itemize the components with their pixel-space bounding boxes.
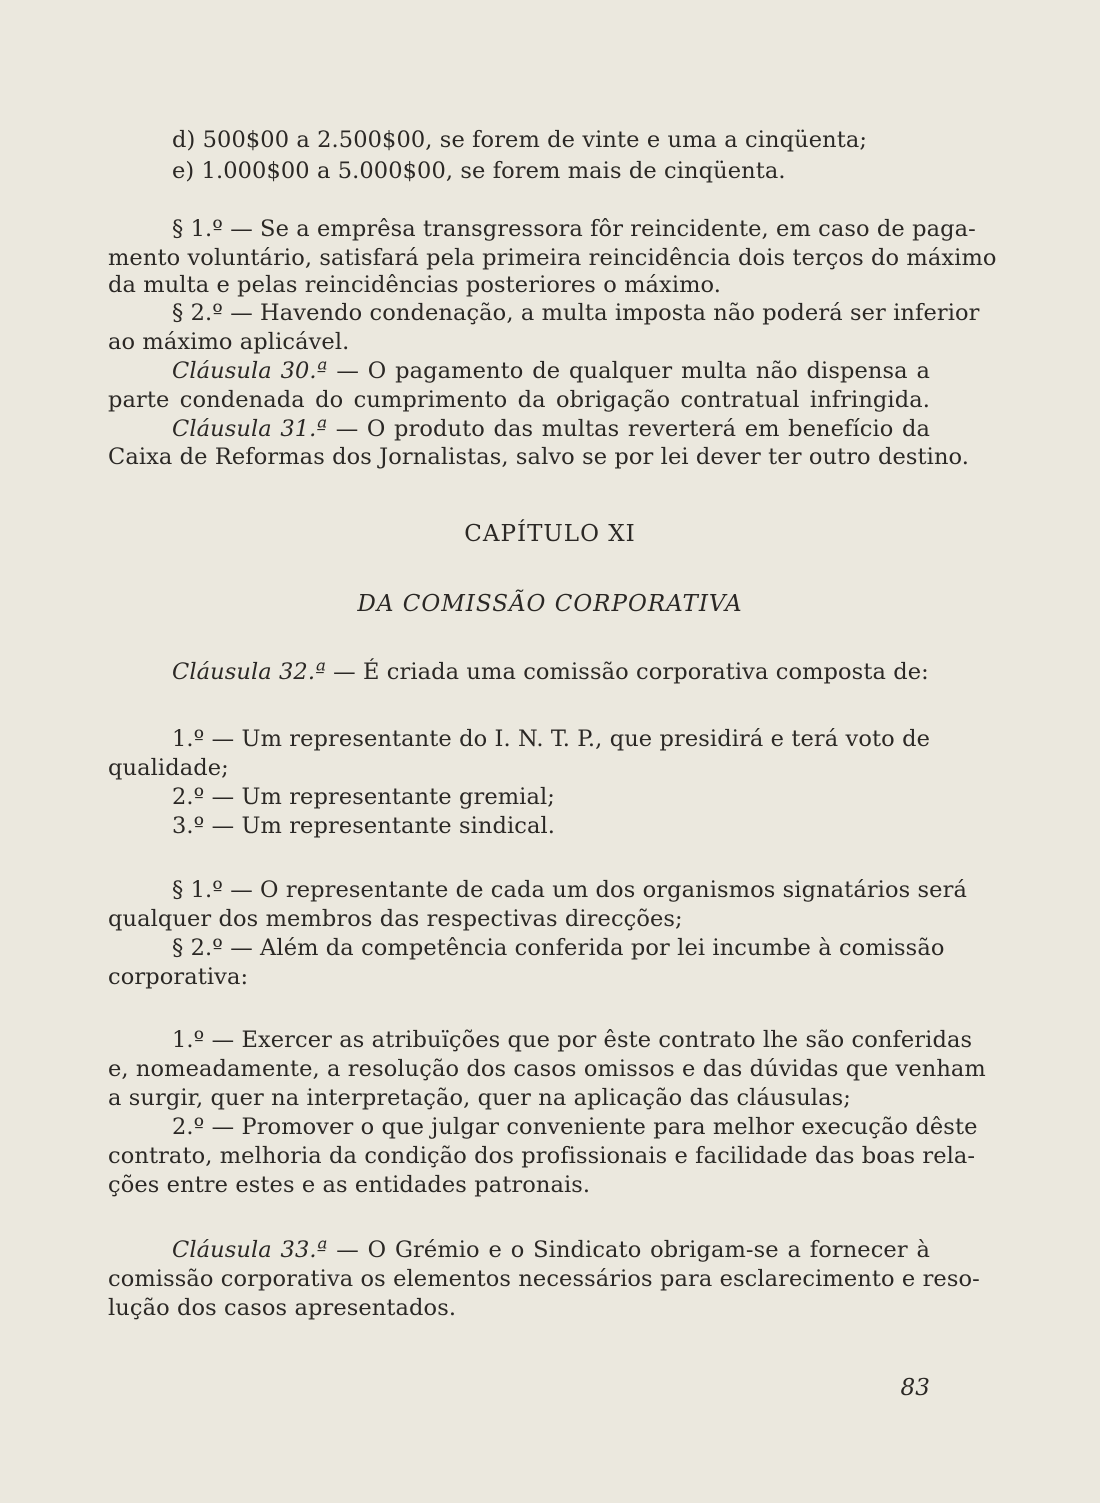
clause-31-label: Cláusula 31.ª [172, 416, 328, 442]
section-heading: DA COMISSÃO CORPORATIVA [357, 591, 743, 617]
clause-30-text: — O pagamento de qualquer multa não dispensa a [336, 358, 930, 384]
section-1-line: § 1.º — O representante de cada um dos organismos signatários será [172, 877, 967, 903]
page-number: 83 [900, 1375, 930, 1401]
member-3-line: 3.º — Um representante sindical. [172, 813, 556, 839]
duty-2-line: contrato, melhoria da condição dos profissionais e facilidade das boas rela- [108, 1143, 976, 1169]
clause-30-line: parte condenada do cumprimento da obrigação contratual infringida. [108, 387, 930, 413]
member-1-line: 1.º — Um representante do I. N. T. P., que presidirá e terá voto de [172, 726, 930, 752]
clause-30-label: Cláusula 30.ª [172, 358, 328, 384]
clause-33-label: Cláusula 33.ª [172, 1237, 328, 1263]
clause-32-line [172, 656, 930, 689]
section-2-line: § 2.º — Além da competência conferida por lei incumbe à comissão [172, 935, 945, 961]
chapter-heading: CAPÍTULO XI [464, 521, 636, 547]
paragraph-1-line: da multa e pelas reincidências posteriores o máximo. [108, 272, 722, 298]
clause-32-text: — É criada uma comissão corporativa composta de: [333, 659, 929, 685]
section-1-line: qualquer dos membros das respectivas direcções; [108, 906, 683, 932]
duty-1-line: 1.º — Exercer as atribuïções que por êste contrato lhe são conferidas [172, 1027, 973, 1053]
section-2-line: corporativa: [108, 964, 249, 990]
duty-2-line: ções entre estes e as entidades patronais. [108, 1172, 591, 1198]
member-2-line: 2.º — Um representante gremial; [172, 784, 555, 810]
clause-33-text: — O Grémio e o Sindicato obrigam-se a fornecer à [336, 1237, 930, 1263]
duty-2-line: 2.º — Promover o que julgar conveniente para melhor execução dêste [172, 1114, 978, 1140]
clause-31-line: Caixa de Reformas dos Jornalistas, salvo se por lei dever ter outro destino. [108, 444, 970, 470]
item-d: d) 500$00 a 2.500$00, se forem de vinte e uma a cinqüenta; [172, 127, 868, 153]
duty-1-line: a surgir, quer na interpretação, quer na aplicação das cláusulas; [108, 1085, 851, 1111]
duty-1-line: e, nomeadamente, a resolução dos casos omissos e das dúvidas que venham [108, 1056, 986, 1082]
paragraph-2-line: ao máximo aplicável. [108, 329, 350, 355]
clause-31-text: — O produto das multas reverterá em benefício da [335, 416, 930, 442]
paragraph-1-line: mento voluntário, satisfará pela primeira reincidência dois terços do máximo [108, 245, 997, 271]
paragraph-2-line: § 2.º — Havendo condenação, a multa imposta não poderá ser inferior [172, 300, 980, 326]
item-e: e) 1.000$00 a 5.000$00, se forem mais de cinqüenta. [172, 158, 786, 184]
clause-33-line: lução dos casos apresentados. [108, 1295, 457, 1321]
clause-33-line: comissão corporativa os elementos necessários para esclarecimento e reso- [108, 1266, 980, 1292]
clause-32-label: Cláusula 32.ª [172, 659, 326, 685]
member-1-line: qualidade; [108, 755, 229, 781]
paragraph-1-line: § 1.º — Se a emprêsa transgressora fôr reincidente, em caso de paga- [172, 216, 976, 242]
